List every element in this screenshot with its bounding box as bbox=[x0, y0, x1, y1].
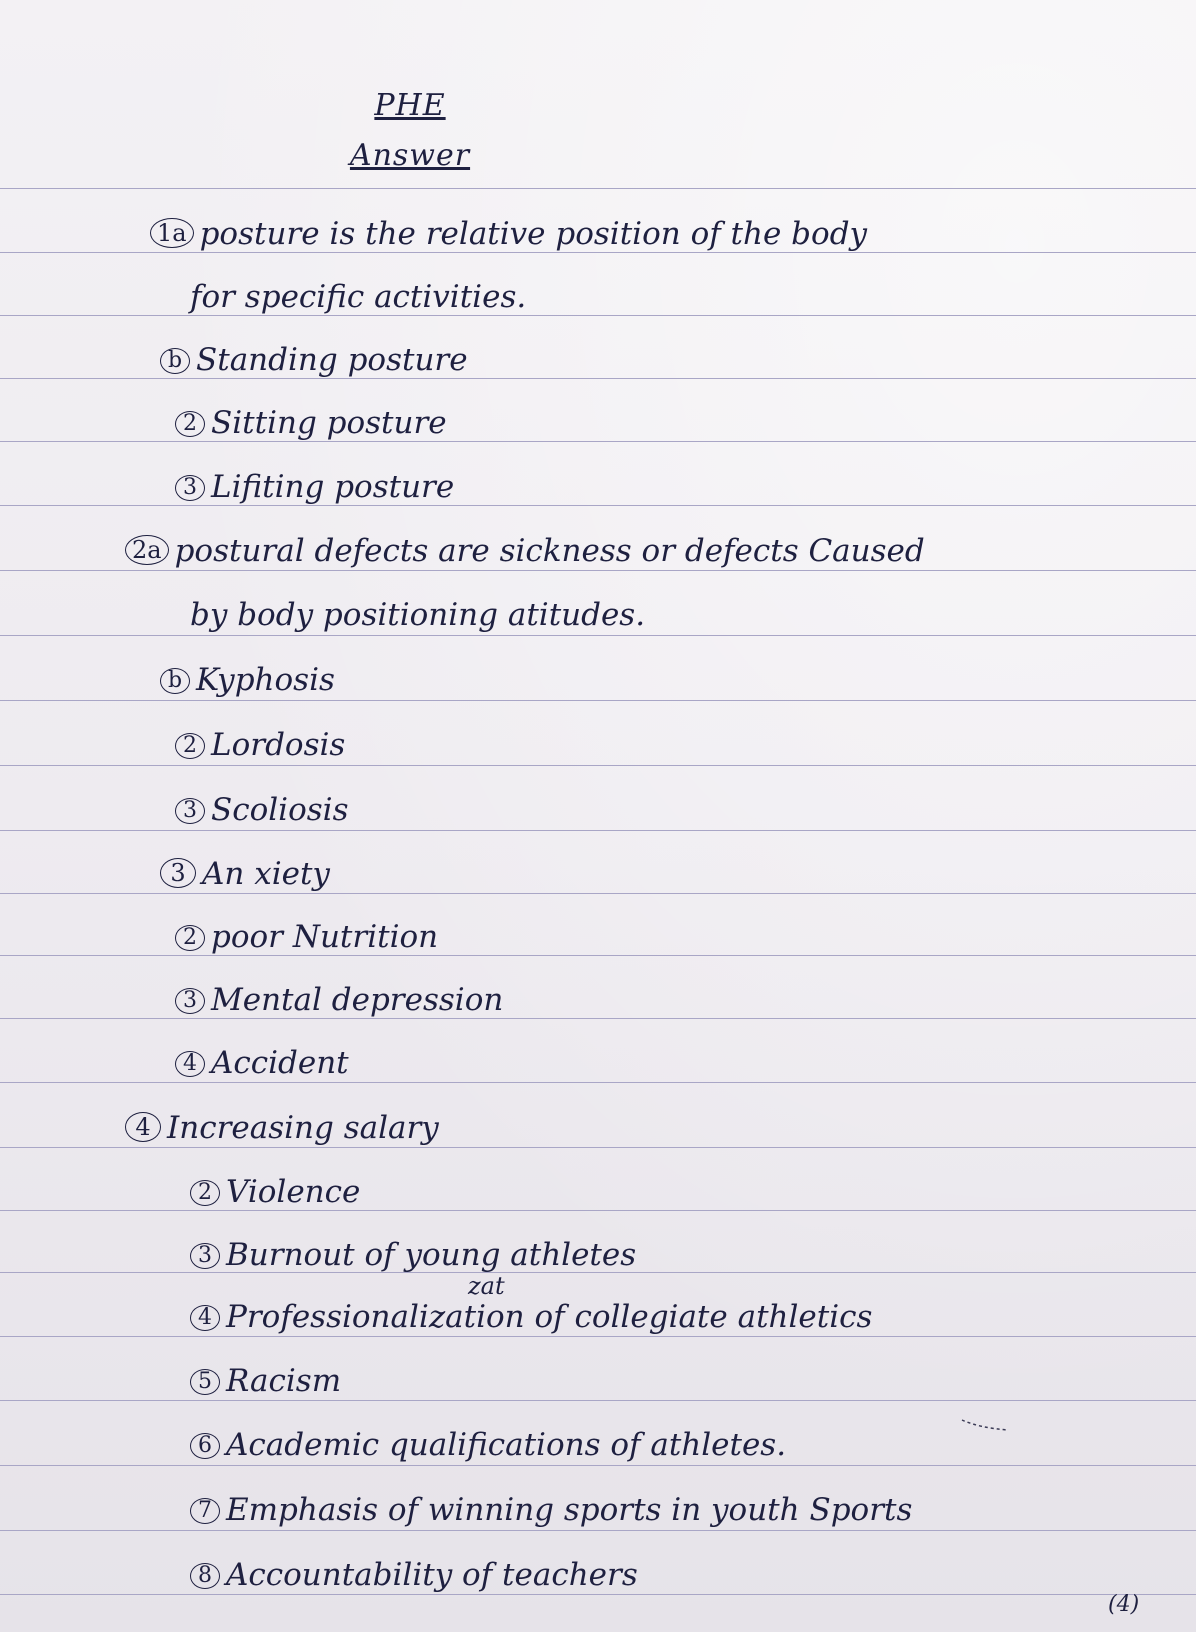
line-text: Lordosis bbox=[211, 727, 346, 763]
ruled-line bbox=[0, 893, 1196, 894]
answer-line-16 bbox=[190, 1174, 361, 1210]
item-marker: 3 bbox=[175, 988, 205, 1014]
ruled-line bbox=[0, 700, 1196, 701]
answer-line-19 bbox=[190, 1363, 342, 1399]
item-marker: 3 bbox=[175, 798, 205, 824]
ruled-line bbox=[0, 1018, 1196, 1019]
line-text: for specific activities. bbox=[190, 279, 527, 315]
ruled-line bbox=[0, 1082, 1196, 1083]
item-marker: 3 bbox=[190, 1243, 220, 1269]
line-text: An xiety bbox=[202, 856, 330, 892]
line-text: posture is the relative position of the body bbox=[199, 216, 868, 252]
answer-line-4 bbox=[175, 405, 447, 441]
answer-line-1 bbox=[150, 218, 867, 250]
line-text: Lifiting posture bbox=[211, 469, 455, 505]
answer-line-7 bbox=[190, 597, 646, 633]
ruled-line bbox=[0, 252, 1196, 253]
line-text: Kyphosis bbox=[196, 662, 335, 698]
line-text: Accident bbox=[211, 1045, 349, 1081]
answer-line-6 bbox=[125, 535, 925, 567]
answer-line-20 bbox=[190, 1427, 787, 1463]
ruled-line bbox=[0, 955, 1196, 956]
item-marker: 4 bbox=[175, 1051, 205, 1077]
answer-line-5 bbox=[175, 469, 455, 505]
ruled-line bbox=[0, 635, 1196, 636]
ruled-line bbox=[0, 1336, 1196, 1337]
answer-line-10 bbox=[175, 792, 349, 828]
answer-line-9 bbox=[175, 727, 346, 763]
ruled-line bbox=[0, 830, 1196, 831]
line-text: Accountability of teachers bbox=[226, 1557, 638, 1593]
answer-line-11 bbox=[160, 858, 330, 890]
stray-ink-mark bbox=[960, 1418, 1010, 1432]
answer-subtitle: Answer bbox=[349, 138, 471, 173]
question-number-marker: 3 bbox=[160, 858, 196, 888]
line-text: by body positioning atitudes. bbox=[190, 597, 646, 633]
question-number-marker: 1a bbox=[150, 218, 194, 248]
line-text: Academic qualifications of athletes. bbox=[226, 1427, 787, 1463]
line-text: Emphasis of winning sports in youth Sports bbox=[226, 1492, 913, 1528]
line-text: Violence bbox=[226, 1174, 361, 1210]
line-text: poor Nutrition bbox=[211, 919, 439, 955]
subject-title: PHE bbox=[374, 88, 446, 123]
line-text: Mental depression bbox=[211, 982, 504, 1018]
answer-line-17 bbox=[190, 1237, 637, 1273]
question-number-marker: 2a bbox=[125, 535, 169, 565]
answer-line-12 bbox=[175, 919, 439, 955]
item-marker: b bbox=[160, 668, 190, 694]
ruled-line bbox=[0, 505, 1196, 506]
answer-line-13 bbox=[175, 982, 504, 1018]
ruled-line bbox=[0, 315, 1196, 316]
item-marker: 2 bbox=[175, 925, 205, 951]
ruled-line bbox=[0, 1465, 1196, 1466]
line-text: Increasing salary bbox=[167, 1110, 439, 1146]
line-text: Sitting posture bbox=[211, 405, 447, 441]
answer-line-8 bbox=[160, 662, 335, 698]
line-text: Standing posture bbox=[196, 342, 468, 378]
line-text: Professionalization of collegiate athletics bbox=[226, 1299, 873, 1335]
answer-line-3 bbox=[160, 342, 468, 378]
answer-line-22 bbox=[190, 1557, 638, 1593]
ruled-line bbox=[0, 1530, 1196, 1531]
line-text: Racism bbox=[226, 1363, 342, 1399]
line-text: Scoliosis bbox=[211, 792, 349, 828]
ruled-line bbox=[0, 1210, 1196, 1211]
item-marker: 2 bbox=[175, 411, 205, 437]
item-marker: 7 bbox=[190, 1498, 220, 1524]
ruled-line bbox=[0, 378, 1196, 379]
ruled-line bbox=[0, 1400, 1196, 1401]
answer-line-18 bbox=[190, 1299, 873, 1335]
answer-line-15 bbox=[125, 1112, 439, 1144]
ruled-line bbox=[0, 1594, 1196, 1595]
answer-line-2 bbox=[190, 279, 527, 315]
line-text: postural defects are sickness or defects Caused bbox=[174, 533, 925, 569]
ruled-line bbox=[0, 441, 1196, 442]
correction-note: zat bbox=[468, 1272, 505, 1300]
item-marker: 5 bbox=[190, 1369, 220, 1395]
ruled-line bbox=[0, 765, 1196, 766]
item-marker: 3 bbox=[175, 475, 205, 501]
item-marker: 4 bbox=[190, 1305, 220, 1331]
ruled-line bbox=[0, 570, 1196, 571]
ruled-line bbox=[0, 1147, 1196, 1148]
ruled-line bbox=[0, 188, 1196, 189]
page-corner-mark: (4) bbox=[1108, 1592, 1140, 1617]
item-marker: 2 bbox=[175, 733, 205, 759]
item-marker: 8 bbox=[190, 1563, 220, 1589]
item-marker: 6 bbox=[190, 1433, 220, 1459]
question-number-marker: 4 bbox=[125, 1112, 161, 1142]
item-marker: 2 bbox=[190, 1180, 220, 1206]
line-text: Burnout of young athletes bbox=[226, 1237, 637, 1273]
answer-line-21 bbox=[190, 1492, 913, 1528]
answer-line-14 bbox=[175, 1045, 349, 1081]
item-marker: b bbox=[160, 348, 190, 374]
